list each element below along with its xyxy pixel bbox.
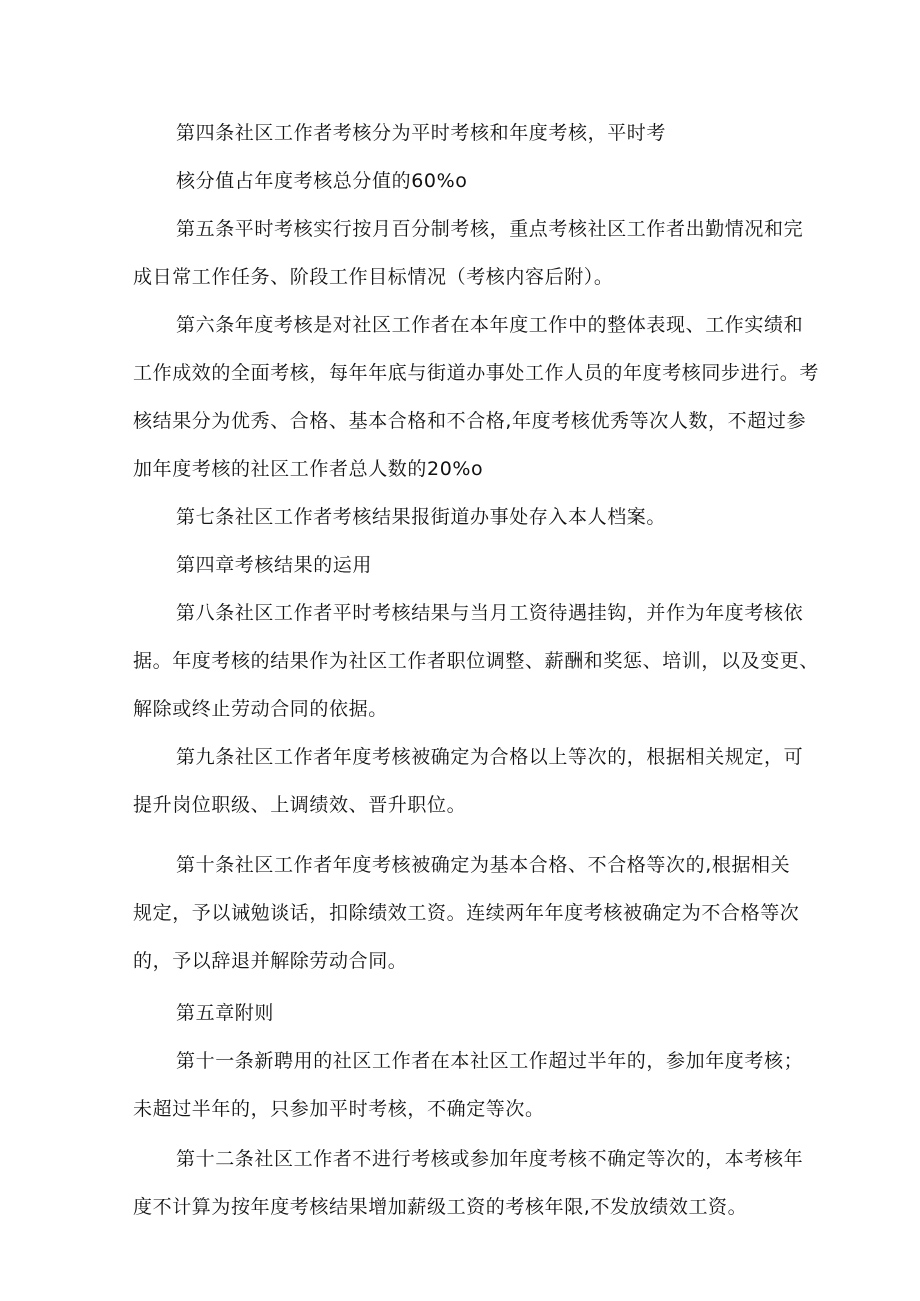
article-9-line-1: 第九条社区工作者年度考核被确定为合格以上等次的，根据相关规定，可 (176, 746, 804, 768)
article-11-line-2: 未超过半年的，只参加平时考核，不确定等次。 (133, 1098, 545, 1120)
article-5-line-2: 成日常工作任务、阶段工作目标情况（考核内容后附）。 (133, 266, 614, 288)
article-4-line-1: 第四条社区工作者考核分为平时考核和年度考核，平时考 (176, 122, 667, 144)
article-10-line-2: 规定，予以诫勉谈话，扣除绩效工资。连续两年年度考核被确定为不合格等次 (133, 902, 800, 924)
article-6-line-3: 核结果分为优秀、合格、基本合格和不合格,年度考核优秀等次人数，不超过参 (133, 410, 807, 432)
chapter-4-heading: 第四章考核结果的运用 (176, 554, 373, 576)
article-12-line-1: 第十二条社区工作者不进行考核或参加年度考核不确定等次的，本考核年 (176, 1148, 804, 1170)
article-11-line-1: 第十一条新聘用的社区工作者在本社区工作超过半年的，参加年度考核； (176, 1050, 804, 1072)
article-5-line-1: 第五条平时考核实行按月百分制考核，重点考核社区工作者出勤情况和完 (176, 218, 804, 240)
article-12-line-2: 度不计算为按年度考核结果增加薪级工资的考核年限,不发放绩效工资。 (133, 1196, 748, 1218)
article-6-line-1: 第六条年度考核是对社区工作者在本年度工作中的整体表现、工作实绩和 (176, 314, 804, 336)
article-8-line-3: 解除或终止劳动合同的依据。 (133, 698, 388, 720)
article-7-line-1: 第七条社区工作者考核结果报街道办事处存入本人档案。 (176, 506, 667, 528)
article-6-line-2: 工作成效的全面考核，每年年底与街道办事处工作人员的年度考核同步进行。考 (133, 362, 820, 384)
article-6-line-4: 加年度考核的社区工作者总人数的20%o (133, 458, 484, 480)
article-8-line-2: 据。年度考核的结果作为社区工作者职位调整、薪酬和奖惩、培训，以及变更、 (133, 650, 820, 672)
article-8-line-1: 第八条社区工作者平时考核结果与当月工资待遇挂钩，并作为年度考核依 (176, 602, 804, 624)
article-10-line-3: 的，予以辞退并解除劳动合同。 (133, 950, 408, 972)
article-10-line-1: 第十条社区工作者年度考核被确定为基本合格、不合格等次的,根据相关 (176, 854, 791, 876)
article-9-line-2: 提升岗位职级、上调绩效、晋升职位。 (133, 794, 467, 816)
article-4-line-2: 核分值占年度考核总分值的60%o (176, 170, 468, 192)
chapter-5-heading: 第五章附则 (176, 1002, 275, 1024)
